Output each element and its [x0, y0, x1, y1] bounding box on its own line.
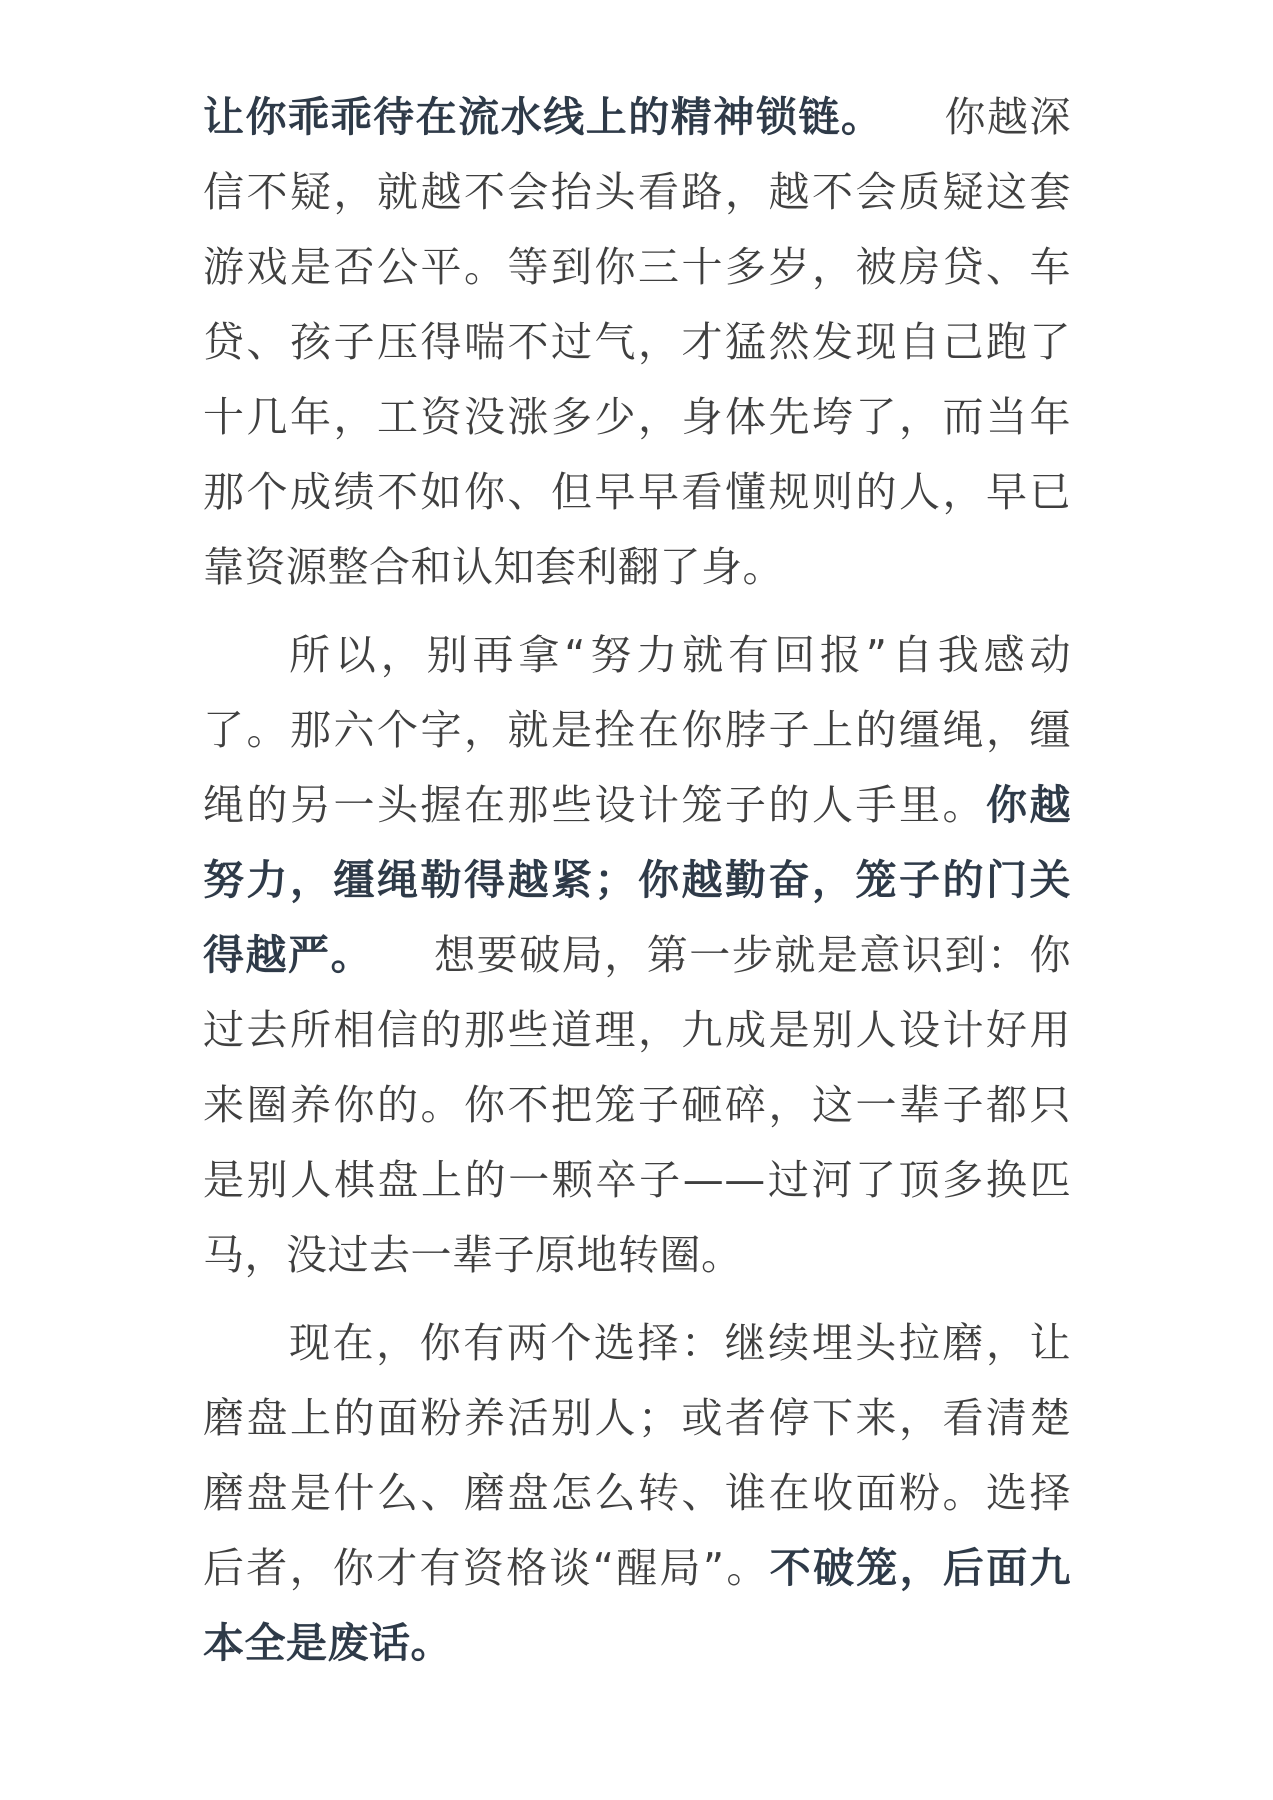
paragraph-2-text-a: 所以，别再拿“努力就有回报”自我感动了。那六个字，就是拴在你脖子上的缰绳，缰绳的另一头握在那些设计笼子的人手里。 — [203, 631, 1071, 829]
paragraph-3 — [203, 1306, 1071, 1681]
paragraph-1 — [203, 80, 1071, 605]
paragraph-1-text: 你越深信不疑，就越不会抬头看路，越不会质疑这套游戏是否公平。等到你三十多岁，被房贷、车贷、孩子压得喘不过气，才猛然发现自己跑了十几年，工资没涨多少，身体先垮了，而当年那个成绩不如你、但早早看懂规则的人，早已靠资源整合和认知套利翻了身。 — [203, 93, 1072, 591]
paragraph-2 — [203, 618, 1071, 1293]
article-body — [203, 80, 1071, 1694]
paragraph-2-bold: 你越努力，缰绳勒得越紧；你越勤奋，笼子的门关得越严。 — [203, 781, 1071, 979]
paragraph-2-text-b: 想要破局，第一步就是意识到：你过去所相信的那些道理，九成是别人设计好用来圈养你的。你不把笼子砸碎，这一辈子都只是别人棋盘上的一颗卒子——过河了顶多换匹马，没过去一辈子原地转圈。 — [203, 931, 1072, 1279]
paragraph-3-bold: 不破笼，后面九本全是废话。 — [203, 1544, 1072, 1667]
paragraph-3-text: 现在，你有两个选择：继续埋头拉磨，让磨盘上的面粉养活别人；或者停下来，看清楚磨盘是什么、磨盘怎么转、谁在收面粉。选择后者，你才有资格谈“醒局”。 — [203, 1319, 1071, 1592]
paragraph-1-bold-lead: 让你乖乖待在流水线上的精神锁链。 — [203, 93, 884, 141]
